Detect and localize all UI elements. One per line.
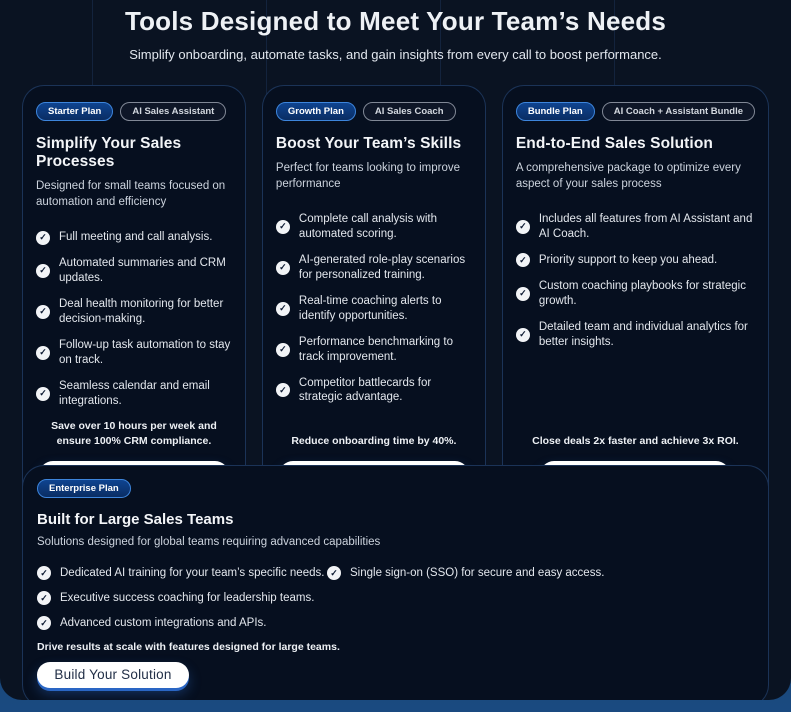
- plan-card-growth: [262, 85, 486, 512]
- feature-list-column-1: [37, 566, 327, 641]
- feature-text: Custom coaching playbooks for strategic growth.: [538, 279, 746, 307]
- feature-text: Advanced custom integrations and APIs.: [60, 616, 267, 629]
- card-description: Solutions designed for global teams requiring advanced capabilities: [37, 536, 381, 548]
- feature-item: [276, 335, 472, 365]
- feature-item: [276, 376, 472, 406]
- feature-item: [36, 297, 232, 327]
- section-header: [0, 0, 791, 62]
- card-title: End-to-End Sales Solution: [515, 135, 713, 152]
- card-description: Perfect for teams looking to improve performance: [275, 162, 461, 190]
- check-icon: ✓: [37, 566, 51, 580]
- card-title: Boost Your Team’s Skills: [275, 135, 462, 152]
- check-icon: ✓: [516, 220, 530, 234]
- plan-badge: Enterprise Plan: [37, 479, 131, 498]
- feature-item: [516, 212, 755, 242]
- card-title: Simplify Your Sales Processes: [36, 135, 182, 170]
- feature-item: [36, 379, 232, 409]
- feature-item: [36, 338, 232, 368]
- plan-card-enterprise: [22, 465, 769, 700]
- feature-text: Performance benchmarking to track improvement.: [298, 335, 453, 363]
- check-icon: ✓: [516, 287, 530, 301]
- feature-text: Includes all features from AI Assistant and AI Coach.: [538, 213, 753, 240]
- card-footnote: Close deals 2x faster and achieve 3x ROI.: [532, 435, 739, 448]
- card-description: A comprehensive package to optimize every aspect of your sales process: [515, 162, 741, 190]
- check-icon: ✓: [36, 387, 50, 401]
- badge-row: [276, 102, 472, 121]
- feature-item: [327, 566, 752, 581]
- feature-list: [36, 230, 232, 419]
- feature-text: AI-generated role-play scenarios for personalized training.: [298, 253, 466, 281]
- feature-text: Competitor battlecards for strategic advantage.: [298, 376, 432, 404]
- feature-item: [37, 566, 327, 581]
- feature-item: [276, 212, 472, 242]
- plan-cards-row: [0, 85, 791, 450]
- plan-badge: Bundle Plan: [516, 102, 595, 121]
- product-badge: AI Sales Coach: [363, 102, 456, 121]
- card-footnote: Drive results at scale with features designed for large teams.: [37, 640, 340, 653]
- check-icon: ✓: [276, 302, 290, 316]
- check-icon: ✓: [36, 346, 50, 360]
- check-icon: ✓: [327, 566, 341, 580]
- card-title: Built for Large Sales Teams: [37, 511, 234, 528]
- feature-text: Priority support to keep you ahead.: [538, 253, 718, 266]
- build-solution-button[interactable]: Build Your Solution: [37, 662, 189, 688]
- feature-list: [276, 212, 472, 416]
- plan-badge: Starter Plan: [36, 102, 113, 121]
- enterprise-feature-columns: [37, 566, 752, 641]
- plan-card-starter: [22, 85, 246, 512]
- feature-text: Single sign-on (SSO) for secure and easy access.: [350, 567, 605, 579]
- check-icon: ✓: [36, 231, 50, 245]
- card-description: Designed for small teams focused on automation and efficiency: [36, 180, 226, 208]
- product-badge: AI Sales Assistant: [120, 102, 226, 121]
- page-title: Tools Designed to Meet Your Team’s Needs: [124, 6, 667, 36]
- feature-item: [276, 253, 472, 283]
- badge-row: [37, 479, 752, 498]
- feature-text: Seamless calendar and email integrations.: [59, 379, 210, 407]
- check-icon: ✓: [36, 264, 50, 278]
- card-footnote: Reduce onboarding time by 40%.: [291, 435, 457, 448]
- feature-list-column-2: [327, 566, 752, 641]
- page-subtitle: Simplify onboarding, automate tasks, and gain insights from every call to boost performance.: [129, 47, 662, 62]
- badge-row: [36, 102, 232, 121]
- check-icon: ✓: [276, 343, 290, 357]
- check-icon: ✓: [37, 616, 51, 630]
- feature-text: Follow-up task automation to stay on track.: [59, 338, 231, 366]
- check-icon: ✓: [516, 328, 530, 342]
- feature-item: [37, 616, 327, 631]
- feature-list: [516, 212, 755, 361]
- check-icon: ✓: [276, 261, 290, 275]
- feature-item: [276, 294, 472, 324]
- feature-text: Executive success coaching for leadership teams.: [60, 591, 315, 604]
- feature-text: Detailed team and individual analytics for better insights.: [538, 320, 748, 348]
- check-icon: ✓: [37, 591, 51, 605]
- check-icon: ✓: [516, 253, 530, 267]
- product-badge: AI Coach + Assistant Bundle: [602, 102, 755, 121]
- plan-badge: Growth Plan: [276, 102, 356, 121]
- feature-text: Deal health monitoring for better decision-making.: [59, 297, 224, 325]
- feature-text: Complete call analysis with automated scoring.: [298, 213, 437, 240]
- feature-item: [37, 591, 327, 606]
- feature-item: [36, 230, 232, 245]
- check-icon: ✓: [276, 383, 290, 397]
- feature-item: [516, 253, 755, 268]
- check-icon: ✓: [276, 220, 290, 234]
- plan-card-bundle: [502, 85, 769, 512]
- feature-item: [36, 256, 232, 286]
- check-icon: ✓: [36, 305, 50, 319]
- badge-row: [516, 102, 755, 121]
- feature-item: [516, 320, 755, 350]
- feature-text: Real-time coaching alerts to identify opportunities.: [298, 294, 442, 322]
- card-footnote: Save over 10 hours per week and ensure 100% CRM compliance.: [51, 420, 217, 448]
- feature-text: Automated summaries and CRM updates.: [59, 256, 226, 284]
- feature-item: [516, 279, 755, 309]
- feature-text: Dedicated AI training for your team’s specific needs.: [60, 567, 325, 579]
- feature-text: Full meeting and call analysis.: [59, 231, 213, 244]
